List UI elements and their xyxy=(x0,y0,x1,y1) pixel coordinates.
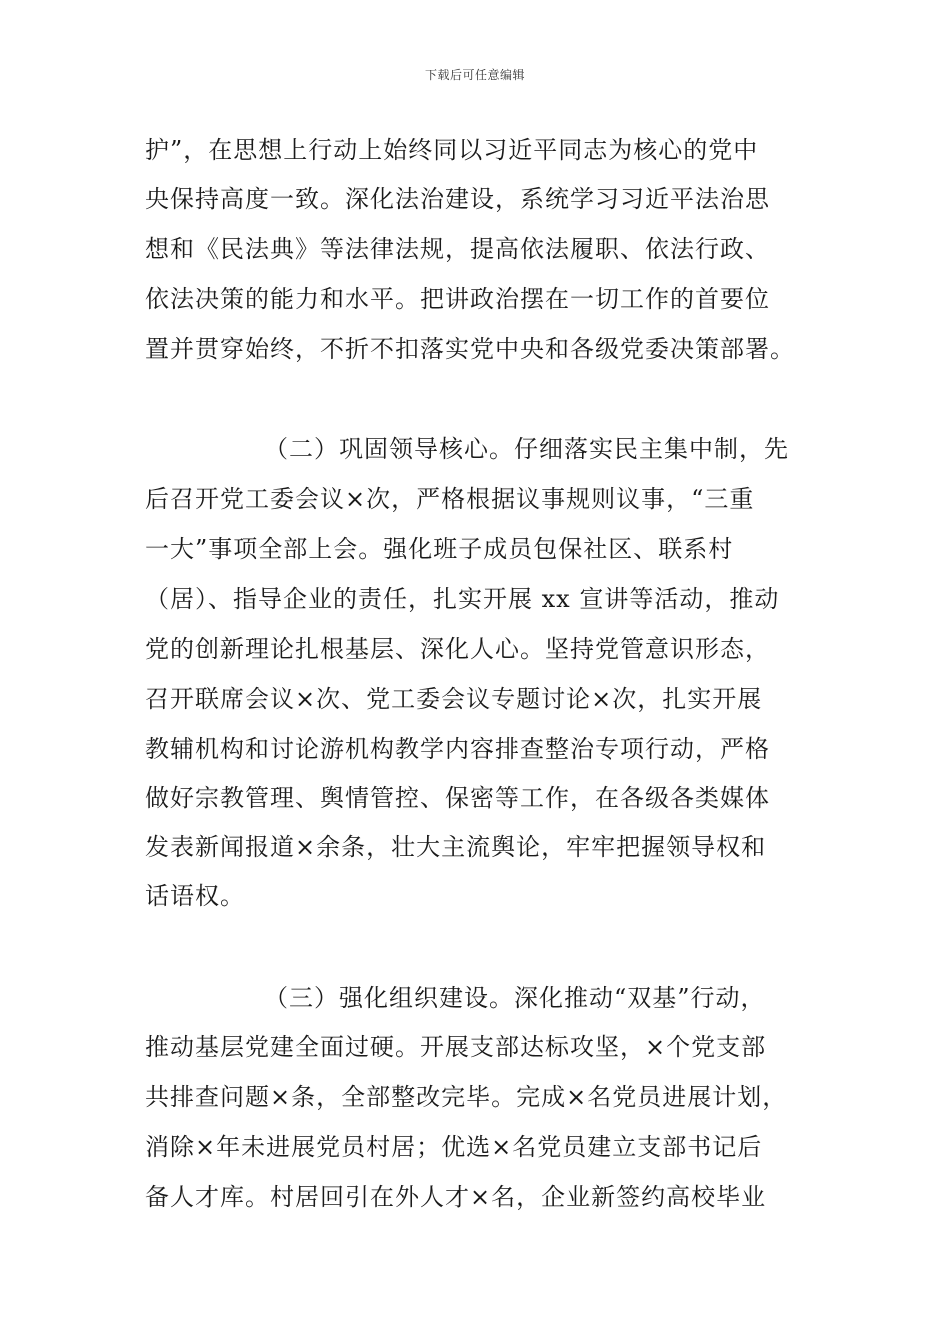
page-header: 下载后可任意编辑 xyxy=(424,68,525,82)
text-line: 教辅机构和讨论游机构教学内容排查整治专项行动，严格 xyxy=(145,735,770,763)
text-line: 发表新闻报道×余条，壮大主流舆论，牢牢把握领导权和 xyxy=(145,833,767,861)
text-line: 置并贯穿始终，不折不扣落实党中央和各级党委决策部署。 xyxy=(145,335,795,363)
text-line: 话语权。 xyxy=(145,882,245,910)
text-line: 共排查问题×条，全部整改完毕。完成×名党员进展计划， xyxy=(145,1083,788,1111)
text-line: 想和《民法典》等法律法规，提高依法履职、依法行政、 xyxy=(145,235,770,263)
text-line: 后召开党工委会议×次，严格根据议事规则议事，“三重 xyxy=(145,485,755,513)
paragraph-heading-line: （三）强化组织建设。深化推动“双基”行动， xyxy=(264,984,766,1012)
text-line: 消除×年未进展党员村居；优选×名党员建立支部书记后 xyxy=(145,1133,763,1161)
text-line: 推动基层党建全面过硬。开展支部达标攻坚，×个党支部 xyxy=(145,1033,767,1061)
text-line: 央保持高度一致。深化法治建设，系统学习习近平法治思 xyxy=(145,185,770,213)
text-line: 召开联席会议×次、党工委会议专题讨论×次，扎实开展 xyxy=(145,685,763,713)
text-line: 备人才库。村居回引在外人才×名，企业新签约高校毕业 xyxy=(145,1183,767,1211)
text-line: 护”，在思想上行动上始终同以习近平同志为核心的党中 xyxy=(145,136,759,164)
text-line: 一大”事项全部上会。强化班子成员包保社区、联系村 xyxy=(145,535,734,563)
text-line: 依法决策的能力和水平。把讲政治摆在一切工作的首要位 xyxy=(145,285,770,313)
text-line: 党的创新理论扎根基层、深化人心。坚持党管意识形态， xyxy=(145,635,770,663)
text-line: 做好宗教管理、舆情管控、保密等工作，在各级各类媒体 xyxy=(145,784,770,812)
text-line: （居）、指导企业的责任，扎实开展 xx 宣讲等活动，推动 xyxy=(145,585,780,613)
paragraph-heading-line: （二）巩固领导核心。仔细落实民主集中制，先 xyxy=(264,435,789,463)
